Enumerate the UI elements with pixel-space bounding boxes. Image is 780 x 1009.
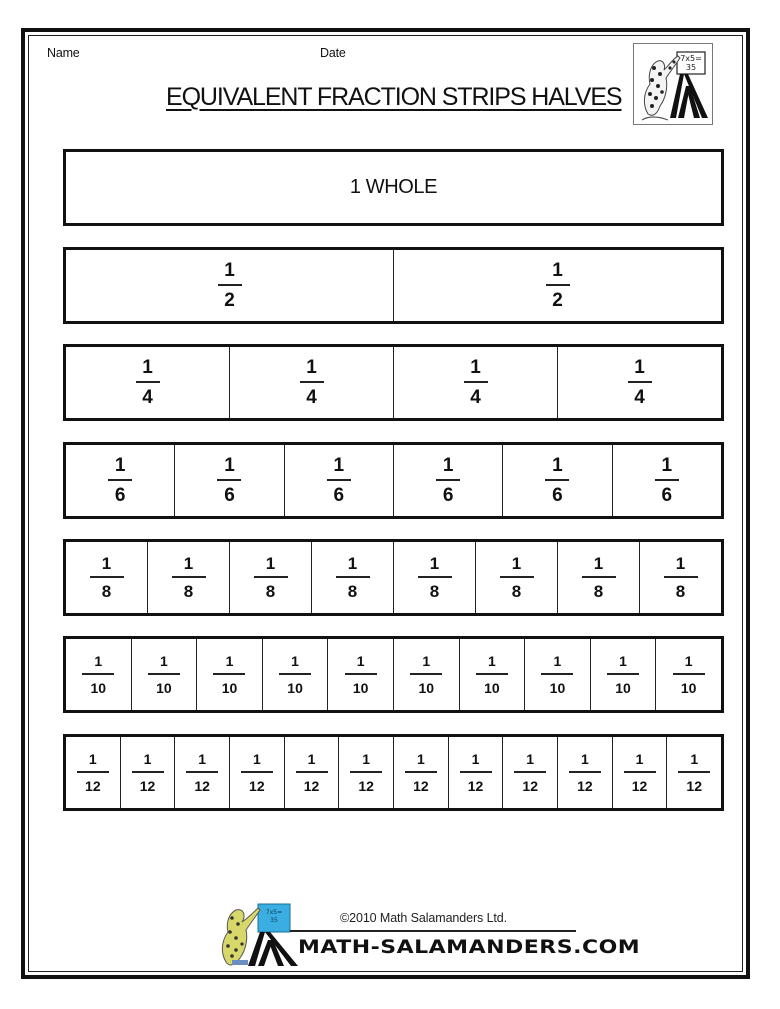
fraction [136,358,160,407]
strip-halves [63,247,724,324]
fraction-numerator: 1 [684,653,693,670]
fraction-denominator: 10 [156,679,172,696]
fraction-numerator: 1 [690,751,699,768]
fraction-bar [410,673,442,675]
fraction-numerator: 1 [333,455,345,477]
fraction-bar [350,771,382,773]
strip-twelfths [63,734,724,811]
fraction-cell [229,737,284,808]
name-label: Name [47,46,80,60]
fraction-cell [502,445,611,516]
fraction-denominator: 12 [139,777,156,794]
fraction-bar [136,381,160,383]
fraction-bar [132,771,164,773]
fraction-numerator: 1 [291,653,299,670]
strip-tenths [63,636,724,713]
fraction-cell [229,542,311,613]
fraction [500,555,534,600]
fraction-cell [639,542,721,613]
fraction-cell [311,542,393,613]
fraction [464,358,488,407]
fraction-bar [279,673,311,675]
fraction-denominator: 4 [306,386,317,408]
fraction-cell [327,639,393,710]
fraction-denominator: 8 [675,581,686,601]
fraction [569,752,601,793]
fraction-numerator: 1 [470,357,481,379]
fraction-denominator: 12 [413,777,429,794]
fraction-bar [345,673,377,675]
fraction-bar [541,673,573,675]
fraction-numerator: 1 [634,357,645,379]
fraction-cell [557,347,721,418]
fraction-bar [678,771,710,773]
fraction-denominator: 12 [686,777,702,794]
fraction-cell [131,639,197,710]
fraction [436,456,460,505]
fraction-bar [476,673,508,675]
fraction-cell [502,737,557,808]
site-name: MATH-SALAMANDERS.COM [298,937,641,959]
fraction-cell [174,445,283,516]
fraction-bar [405,771,437,773]
fraction [541,654,573,695]
fraction-cell [229,347,393,418]
fraction-denominator: 2 [552,289,563,311]
fraction [336,555,370,600]
strip-eighths [63,539,724,616]
fraction-bar [218,284,242,286]
fraction-numerator: 1 [225,653,234,670]
fraction-bar [545,479,569,481]
fraction-numerator: 1 [661,455,673,477]
fraction-cell [66,639,131,710]
fraction-cell [590,639,656,710]
fraction-denominator: 8 [347,581,358,601]
fraction-bar [254,576,288,578]
fraction [624,752,656,793]
fraction [607,654,639,695]
fraction-cell [393,737,448,808]
fraction-bar [460,771,492,773]
fraction [345,654,377,695]
fraction-cell [66,542,147,613]
strip-quarters [63,344,724,421]
fraction-bar [336,576,370,578]
fraction-bar [569,771,601,773]
fraction [545,456,569,505]
fraction [410,654,442,695]
fraction [148,654,180,695]
fraction-denominator: 12 [467,777,484,794]
fraction-bar [90,576,124,578]
fraction-cell [448,737,503,808]
strip-sixths [63,442,724,519]
fraction-numerator: 1 [552,455,563,477]
fraction-bar [241,771,273,773]
fraction [405,752,437,793]
fraction-denominator: 6 [552,484,563,506]
fraction-cell [120,737,175,808]
fraction-numerator: 1 [101,554,112,574]
fraction [678,752,710,793]
fraction-cell [612,445,721,516]
fraction-denominator: 6 [224,484,235,506]
fraction-denominator: 10 [549,679,566,696]
fraction-numerator: 1 [580,751,589,768]
fraction-denominator: 10 [221,679,238,696]
fraction-cell [196,639,262,710]
fraction-bar [546,284,570,286]
salamander-blackboard-logo-icon [218,902,300,968]
fraction-numerator: 1 [442,455,454,477]
fraction-cell [655,639,721,710]
fraction [350,752,382,793]
fraction-denominator: 12 [303,777,320,794]
fraction-numerator: 1 [593,554,604,574]
strip-whole [63,149,724,226]
fraction [132,752,164,793]
fraction-bar [673,673,705,675]
fraction [460,752,492,793]
fraction-bar [82,673,114,675]
footer-divider [290,930,576,932]
fraction-numerator: 1 [114,455,126,477]
fraction-bar [217,479,241,481]
fraction-denominator: 12 [522,777,538,794]
fraction [296,752,328,793]
fraction-denominator: 12 [194,777,210,794]
fraction-numerator: 1 [471,751,480,768]
fraction-denominator: 10 [352,679,369,696]
fraction [279,654,311,695]
fraction-cell [262,639,328,710]
fraction-numerator: 1 [143,751,152,768]
fraction-bar [582,576,616,578]
fraction-denominator: 12 [577,777,593,794]
fraction [213,654,245,695]
fraction-bar [514,771,546,773]
fraction-bar [664,576,698,578]
fraction-numerator: 1 [416,751,425,768]
fraction-bar [148,673,180,675]
fraction [108,456,132,505]
fraction [254,555,288,600]
strip-cell [66,152,721,223]
fraction-numerator: 1 [198,751,207,768]
fraction [217,456,241,505]
fraction-numerator: 1 [159,653,168,670]
page-title: EQUIVALENT FRACTION STRIPS HALVES [166,83,622,111]
fraction-numerator: 1 [94,653,103,670]
fraction [514,752,546,793]
fraction-denominator: 12 [358,777,374,794]
fraction [327,456,351,505]
fraction-bar [172,576,206,578]
svg-text:35: 35 [270,917,278,924]
fraction-denominator: 8 [511,581,522,601]
fraction-cell [66,250,393,321]
fraction-cell [147,542,229,613]
fraction-numerator: 1 [142,357,153,379]
fraction-cell [475,542,557,613]
fraction-numerator: 1 [675,554,686,574]
fraction-numerator: 1 [356,653,365,670]
fraction-denominator: 8 [265,581,276,601]
fraction-bar [77,771,109,773]
fraction-bar [628,381,652,383]
whole-label: 1 WHOLE [349,176,438,198]
fraction-denominator: 2 [224,289,235,311]
fraction-bar [296,771,328,773]
fraction [476,654,508,695]
fraction [664,555,698,600]
fraction-denominator: 6 [333,484,345,506]
fraction [90,555,124,600]
fraction-bar [607,673,639,675]
fraction-denominator: 10 [680,679,697,696]
fraction-denominator: 12 [249,777,265,794]
fraction [241,752,273,793]
fraction-denominator: 10 [287,679,303,696]
fraction [77,752,109,793]
fraction [546,261,570,310]
svg-text:7x5=: 7x5= [680,54,702,63]
fraction-numerator: 1 [88,751,97,768]
fraction-cell [284,445,393,516]
fraction-numerator: 1 [552,260,563,282]
fraction [418,555,452,600]
fraction-numerator: 1 [553,653,562,670]
fraction-bar [108,479,132,481]
fraction-denominator: 4 [634,386,645,408]
fraction-numerator: 1 [526,751,535,768]
fraction-numerator: 1 [224,260,235,282]
fraction-numerator: 1 [487,653,496,670]
fraction-cell [66,445,174,516]
fraction-cell [557,542,639,613]
fraction-bar [655,479,679,481]
fraction-cell [66,737,120,808]
fraction-denominator: 6 [114,484,126,506]
fraction-bar [300,381,324,383]
fraction-numerator: 1 [224,455,235,477]
fraction [218,261,242,310]
fraction-numerator: 1 [347,554,358,574]
fraction-numerator: 1 [252,751,261,768]
fraction-cell [393,445,502,516]
fraction-numerator: 1 [183,554,194,574]
fraction-cell [459,639,525,710]
fraction-denominator: 10 [418,679,435,696]
fraction-denominator: 10 [90,679,107,696]
fraction [300,358,324,407]
fraction-denominator: 4 [142,386,153,408]
fraction-cell [393,542,475,613]
fraction [82,654,114,695]
fraction-cell [666,737,721,808]
fraction-denominator: 6 [442,484,454,506]
fraction-cell [524,639,590,710]
fraction-denominator: 12 [85,777,101,794]
fraction-numerator: 1 [635,751,644,768]
fraction-numerator: 1 [511,554,522,574]
fraction-bar [327,479,351,481]
salamander-teacher-logo-icon [633,43,713,125]
fraction-numerator: 1 [422,653,431,670]
fraction-cell [393,250,721,321]
fraction-bar [213,673,245,675]
copyright-text: ©2010 Math Salamanders Ltd. [340,911,508,925]
fraction-cell [284,737,339,808]
date-label: Date [320,46,346,60]
fraction-cell [174,737,229,808]
fraction-denominator: 8 [101,581,112,601]
fraction-numerator: 1 [265,554,276,574]
fraction [582,555,616,600]
fraction-denominator: 10 [484,679,500,696]
fraction-bar [624,771,656,773]
fraction-bar [418,576,452,578]
fraction-bar [186,771,218,773]
fraction-numerator: 1 [619,653,627,670]
fraction [186,752,218,793]
fraction [172,555,206,600]
fraction-cell [393,639,459,710]
fraction-denominator: 12 [631,777,648,794]
fraction [655,456,679,505]
fraction-numerator: 1 [362,751,371,768]
fraction-denominator: 10 [615,679,631,696]
fraction [673,654,705,695]
fraction-cell [557,737,612,808]
fraction-denominator: 6 [661,484,673,506]
fraction-denominator: 4 [470,386,481,408]
fraction-cell [338,737,393,808]
fraction-cell [66,347,229,418]
fraction-bar [436,479,460,481]
fraction-bar [464,381,488,383]
fraction-denominator: 8 [429,581,440,601]
fraction-numerator: 1 [307,751,316,768]
fraction-denominator: 8 [183,581,194,601]
fraction-cell [393,347,557,418]
fraction-denominator: 8 [593,581,604,601]
fraction-numerator: 1 [306,357,317,379]
fraction-bar [500,576,534,578]
fraction-cell [612,737,667,808]
fraction [628,358,652,407]
svg-text:35: 35 [685,63,697,72]
svg-text:7x5=: 7x5= [265,909,283,916]
fraction-numerator: 1 [429,554,440,574]
